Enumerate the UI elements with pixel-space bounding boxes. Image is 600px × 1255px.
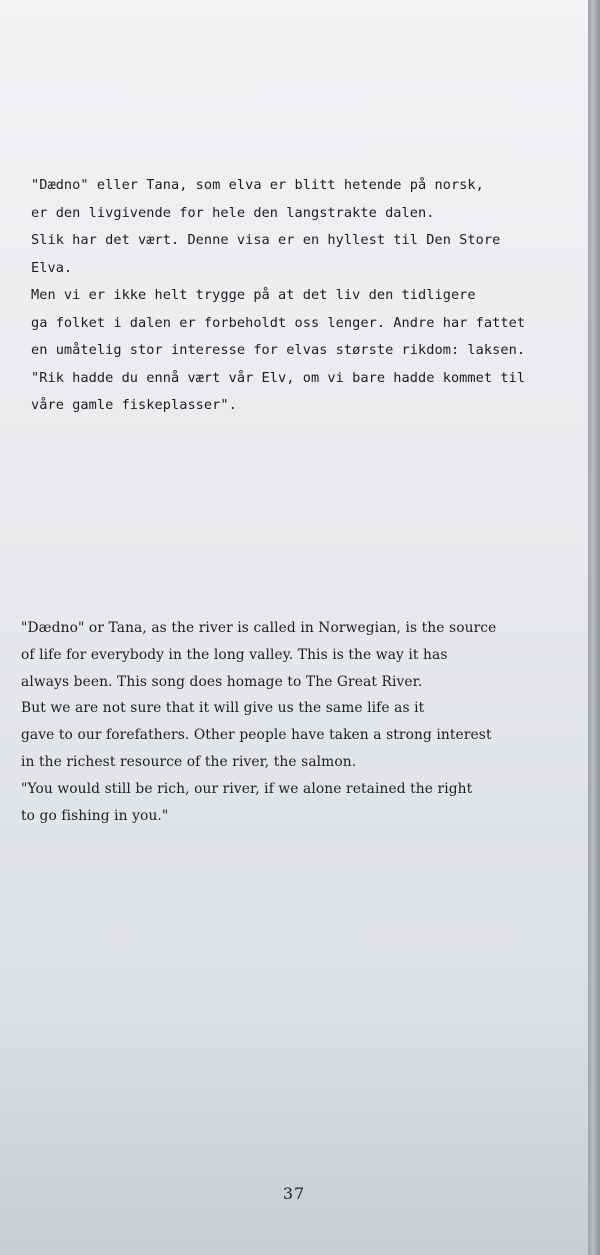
norwegian-paragraph <box>31 172 525 420</box>
norwegian-line: ga folket i dalen er forbeholdt oss lenger. Andre har fattet <box>31 314 526 331</box>
norwegian-line: Slik har det vært. Denne visa er en hyllest til Den Store <box>31 232 501 248</box>
english-line: in the richest resource of the river, the salmon. <box>21 753 357 770</box>
norwegian-line: er den livgivende for hele den langstrakte dalen. <box>31 204 435 221</box>
english-line: gave to our forefathers. Other people have taken a strong interest <box>21 727 492 744</box>
norwegian-line: Elva. <box>31 259 73 276</box>
english-line: to go fishing in you." <box>21 807 169 824</box>
norwegian-line: "Dædno" eller Tana, som elva er blitt hetende på norsk, <box>31 177 484 193</box>
english-paragraph <box>21 615 496 829</box>
english-line: But we are not sure that it will give us the same life as it <box>21 700 425 717</box>
english-line: of life for everybody in the long valley. This is the way it has <box>21 646 448 663</box>
norwegian-line: våre gamle fiskeplasser". <box>31 397 237 413</box>
english-line: "Dædno" or Tana, as the river is called in Norwegian, is the source <box>21 620 497 636</box>
english-line: "You would still be rich, our river, if we alone retained the right <box>21 780 473 797</box>
norwegian-line: Men vi er ikke helt trygge på at det liv den tidligere <box>31 287 476 303</box>
page-number: 37 <box>282 1184 306 1203</box>
norwegian-line: en umåtelig stor interesse for elvas største rikdom: laksen. <box>31 342 526 358</box>
norwegian-line: "Rik hadde du ennå vært vår Elv, om vi bare hadde kommet til <box>31 369 526 386</box>
english-line: always been. This song does homage to The Great River. <box>21 673 423 690</box>
page-edge <box>588 0 600 1255</box>
